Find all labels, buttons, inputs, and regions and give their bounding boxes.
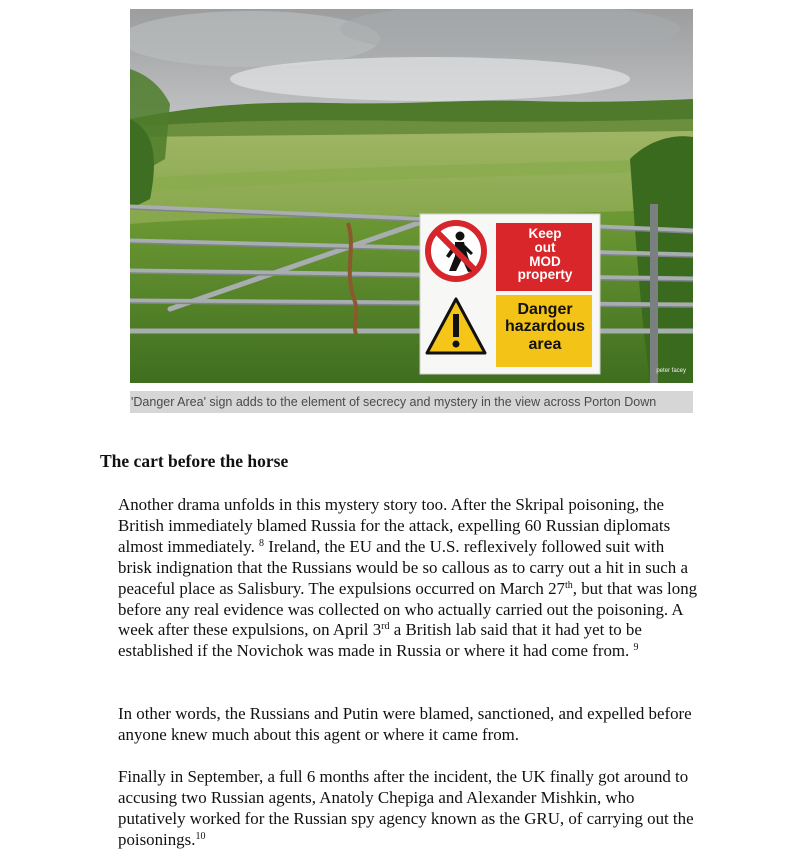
- sign-line: Keep: [528, 226, 562, 241]
- porton-down-photo: [130, 9, 693, 383]
- footnote-marker: th: [564, 579, 573, 591]
- figure: [130, 9, 693, 409]
- paragraph: [118, 495, 698, 662]
- paragraph-text: Finally in September, a full 6 months after the incident, the UK finally got around to accusing two Russian agents, Anatoly Chepiga and Alexander Mishkin, who putatively worked for the Russian spy agency known as the GRU, of carrying out the poisonings.: [118, 767, 694, 849]
- footnote-marker: rd: [381, 621, 390, 633]
- paragraph-text: Ireland, the EU and the U.S. reflexively followed suit with brisk indignation that the Russians would be so callous as to carry out a hit in such a peaceful place as Salisbury. The expulsions occurred on March 27: [118, 536, 688, 598]
- paragraph-text: a British lab said that it had yet to be established if the Novichok was made in Russia or where it had come from.: [118, 620, 642, 661]
- footnote-marker: 9: [633, 642, 639, 654]
- section-heading: The cart before the horse: [100, 451, 289, 471]
- footnote-marker: 10: [195, 830, 206, 842]
- sign-keep-out-text: [498, 227, 592, 282]
- sign-line: hazardous: [504, 318, 585, 336]
- paragraph: [118, 704, 698, 746]
- sign-line: property: [517, 267, 573, 283]
- sign-line: Danger: [517, 301, 573, 318]
- sign-danger-text: [498, 301, 592, 353]
- footnote-marker: 8: [259, 537, 265, 549]
- photo-credit: peter facey: [656, 368, 686, 374]
- paragraph-text: In other words, the Russians and Putin were blamed, sanctioned, and expelled before anyone knew much about this agent or where it came from.: [118, 704, 692, 744]
- paragraph: [118, 767, 698, 851]
- paragraph-text: Another drama unfolds in this mystery story too. After the Skripal poisoning, the British immediately blamed Russia for the attack, expelling 60 Russian diplomats almost immediately.: [118, 495, 671, 556]
- sign-line: area: [528, 335, 562, 353]
- figure-caption: 'Danger Area' sign adds to the element of secrecy and mystery in the view across Porton Down: [130, 391, 693, 413]
- paragraph-text: , but that was long before any real evidence was collected on who actually carried out the poisoning. A week after these expulsions, on April 3: [118, 578, 698, 640]
- sign-line: out: [534, 239, 556, 255]
- sign-line: MOD: [529, 253, 561, 269]
